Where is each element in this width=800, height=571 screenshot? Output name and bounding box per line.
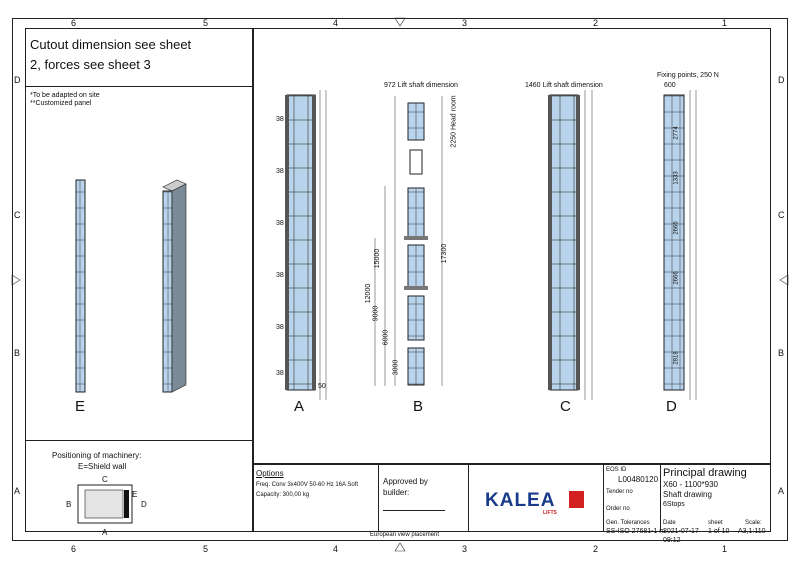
drawing-type: Shaft drawing — [663, 490, 712, 499]
view-b-label: B — [413, 398, 424, 415]
scale-value: A3,1:110 — [738, 528, 766, 535]
total-height: 17300 — [441, 243, 449, 264]
view-b-title: 972 Lift shaft dimension — [384, 82, 458, 89]
level-12000: 12000 — [365, 283, 373, 304]
view-e-elevation — [76, 180, 85, 392]
view-c — [548, 90, 592, 400]
tender-label: Tender no — [606, 489, 633, 495]
order-label: Order no — [606, 506, 630, 512]
machinery-left-label: B — [66, 500, 72, 509]
view-a-label: A — [294, 398, 305, 415]
view-a-side: 38 — [276, 370, 284, 377]
zone-col: 1 — [722, 18, 728, 28]
zone-col: 2 — [593, 544, 599, 554]
view-a-side: 38 — [276, 116, 284, 123]
head-room: 2250 Head room — [450, 95, 458, 148]
cutout-note-line1: Cutout dimension see sheet — [30, 37, 192, 52]
eos-value: L00480120 — [618, 475, 659, 484]
tolerances-label: Gen. Tolerances — [606, 520, 650, 526]
zone-col: 1 — [722, 544, 728, 554]
view-a-side: 38 — [276, 220, 284, 227]
zone-col: 5 — [203, 544, 209, 554]
machinery-subtitle: E=Shield wall — [78, 462, 127, 471]
machinery-bottom-label: A — [102, 528, 108, 537]
scale-label: Scale: — [745, 520, 762, 526]
machinery-e-label: E — [132, 490, 138, 499]
level-15000: 15000 — [374, 248, 382, 269]
machinery-top-label: C — [102, 475, 108, 484]
view-a-side: 38 — [276, 272, 284, 279]
view-e-label: E — [75, 398, 86, 415]
zone-row: A — [14, 486, 21, 496]
view-d-dim: 2818 — [673, 351, 680, 365]
tolerances-value: SS-ISO 27681-1 m — [606, 528, 666, 535]
date-label: Date — [663, 520, 676, 526]
zone-col: 2 — [593, 18, 599, 28]
view-d — [664, 90, 696, 400]
tb-sep — [378, 464, 379, 532]
zone-col: 6 — [71, 544, 77, 554]
view-d-dim: 2666 — [673, 221, 680, 235]
tb-sep — [660, 464, 661, 532]
zone-col: 4 — [333, 544, 339, 554]
view-d-label: D — [666, 398, 677, 415]
approved-label: Approved by — [383, 477, 428, 486]
zone-row: C — [14, 210, 21, 220]
zone-row: D — [14, 75, 21, 85]
sheet-label: sheet — [708, 520, 723, 526]
machinery-divider — [25, 440, 253, 441]
view-a-side: 38 — [276, 324, 284, 331]
view-c-title: 1460 Lift shaft dimension — [525, 82, 603, 89]
machinery-plan — [78, 485, 132, 523]
view-d-top: 600 — [664, 82, 676, 89]
view-d-title: Fixing points, 250 N — [657, 72, 719, 79]
options-line1: Freq. Conv 3x400V 50-60 Hz 16A Soft — [256, 482, 359, 488]
signature-line — [383, 510, 445, 511]
view-a — [285, 90, 326, 400]
level-6000: 6000 — [382, 329, 390, 346]
date-time: 09:12 — [663, 537, 681, 544]
zone-row: D — [778, 75, 785, 85]
view-d-dim: 2774 — [673, 126, 680, 140]
zone-col: 3 — [462, 544, 468, 554]
machinery-right-label: D — [141, 500, 147, 509]
cutout-note-line2: 2, forces see sheet 3 — [30, 57, 151, 72]
kalea-logo — [485, 490, 595, 516]
view-e-3d — [163, 180, 186, 392]
zone-col: 3 — [462, 18, 468, 28]
note-adapt: *To be adapted on site — [30, 92, 100, 99]
zone-row: B — [778, 348, 785, 358]
eos-label: EOS ID — [606, 467, 627, 473]
view-d-dim: 1333 — [673, 171, 680, 185]
logo-mark-icon — [569, 491, 584, 508]
zone-row: B — [14, 348, 21, 358]
drawing-model: X60 - 1100*930 — [663, 480, 719, 489]
options-line2: Capacity: 300,00 kg — [256, 492, 310, 498]
view-a-side: 38 — [276, 168, 284, 175]
view-c-label: C — [560, 398, 571, 415]
tb-sep — [468, 464, 469, 532]
view-placement-note: European view placement — [370, 532, 440, 538]
zone-col: 5 — [203, 18, 209, 28]
level-3000: 3000 — [392, 359, 400, 376]
zone-col: 4 — [333, 18, 339, 28]
level-9000: 9000 — [372, 305, 380, 322]
tb-sep — [603, 464, 604, 532]
drawing-stops: 6Stops — [663, 501, 685, 508]
logo-brand: KALEA — [485, 490, 556, 511]
view-d-dim: 2666 — [673, 271, 680, 285]
logo-sub: LIFTS — [543, 510, 557, 516]
view-a-bottom: 50 — [318, 383, 326, 390]
options-title: Options — [256, 469, 284, 478]
zone-row: A — [778, 486, 785, 496]
approved-builder: builder: — [383, 488, 410, 497]
date-value: 2021-07-17 — [663, 528, 699, 535]
sheet-value: 1 of 10 — [708, 528, 730, 535]
drawing-title: Principal drawing — [663, 467, 747, 479]
note-custom: **Customized panel — [30, 100, 92, 107]
zone-col: 6 — [71, 18, 77, 28]
zone-row: C — [778, 210, 785, 220]
machinery-title: Positioning of machinery: — [52, 451, 142, 460]
